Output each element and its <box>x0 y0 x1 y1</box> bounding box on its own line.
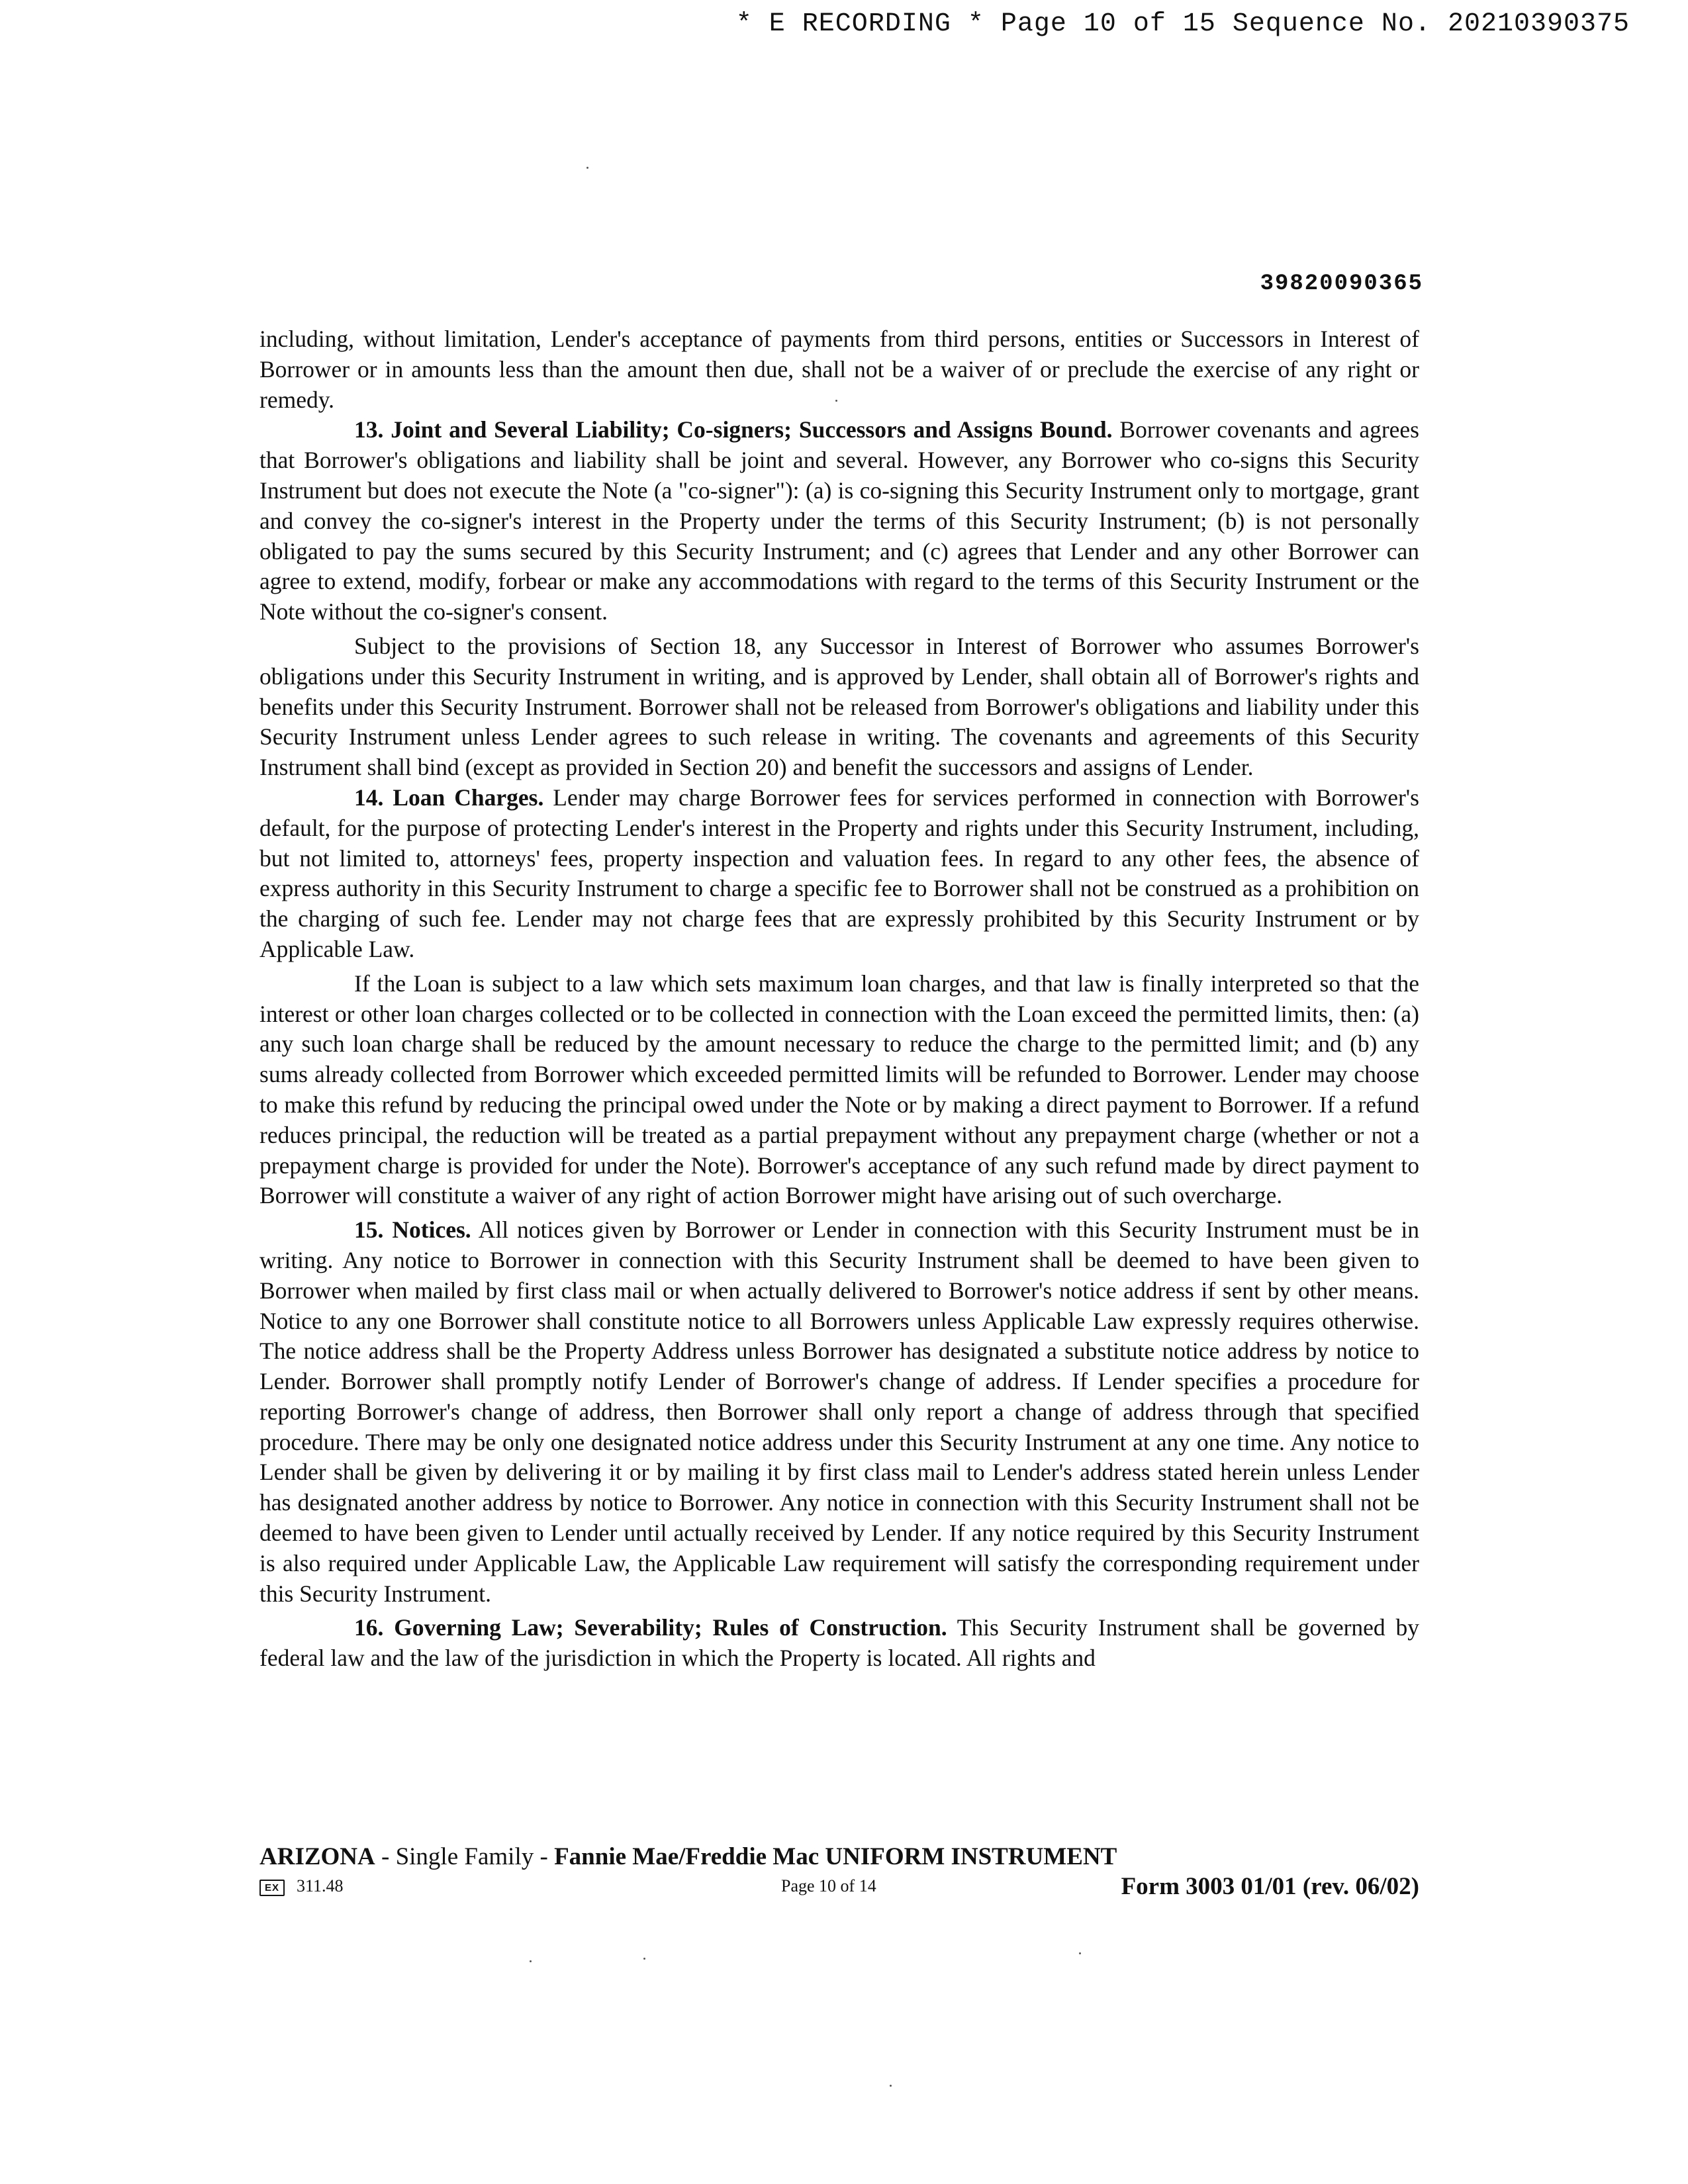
scan-speck <box>586 167 588 169</box>
footer-state: ARIZONA <box>259 1843 375 1870</box>
footer-instrument-title <box>259 1843 1419 1871</box>
form-code-block <box>259 1876 344 1896</box>
paragraph-continuation: including, without limitation, Lender's acceptance of payments from third persons, entities or Successors in Interest of Borrower or in amounts less than the amount then due, shall not be a waiver of or preclude the exercise of any right or remedy. <box>259 326 1419 413</box>
section-14-paragraph-2: If the Loan is subject to a law which sets maximum loan charges, and that law is finally interpreted so that the interest or other loan charges collected or to be collected in connection with the Loan exceed the permitted limits, then: (a) any such loan charge shall be reduced by the amount necessary to reduce the charge to the permitted limit; and (b) any sums already collected from Borrower which exceeded permitted limits will be refunded to Borrower. Lender may choose to make this refund by reducing the principal owed under the Note or by making a direct payment to Borrower. If a refund reduces principal, the reduction will be treated as a partial prepayment without any prepayment charge (whether or not a prepayment charge is provided for under the Note). Borrower's acceptance of any such refund made by direct payment to Borrower will constitute a waiver of any right of action Borrower might have arising out of such overcharge. <box>259 970 1419 1209</box>
section-15 <box>259 1215 1419 1609</box>
section-13-paragraph-2: Subject to the provisions of Section 18, any Successor in Interest of Borrower who assumes Borrower's obligations under this Security Instrument in writing, and is approved by Lender, shall obtain all of Borrower's rights and benefits under this Security Instrument. Borrower shall not be released from Borrower's obligations and liability under this Security Instrument unless Lender agrees to such release in writing. The covenants and agreements of this Security Instrument shall bind (except as provided in Section 20) and benefit the successors and assigns of Lender. <box>259 632 1419 781</box>
section-16 <box>259 1613 1419 1674</box>
footer-separator: - <box>534 1843 555 1870</box>
form-number: Form 3003 01/01 (rev. 06/02) <box>1121 1873 1419 1900</box>
ex-icon: EX <box>259 1880 285 1896</box>
scan-speck <box>643 1958 645 1960</box>
page-number: Page 10 of 14 <box>781 1876 876 1895</box>
scan-speck <box>890 2085 892 2087</box>
footer-instrument: Fannie Mae/Freddie Mac UNIFORM INSTRUMENT <box>554 1843 1117 1870</box>
section-15-heading: 15. Notices. <box>354 1216 471 1244</box>
recording-header: * E RECORDING * Page 10 of 15 Sequence No. 20210390375 <box>735 9 1630 39</box>
document-body <box>259 324 1419 1674</box>
section-14-heading: 14. Loan Charges. <box>354 784 544 811</box>
scan-speck <box>530 1960 532 1962</box>
section-16-heading: 16. Governing Law; Severability; Rules of Construction. <box>354 1614 947 1641</box>
scan-speck <box>1079 1952 1081 1954</box>
section-13-heading: 13. Joint and Several Liability; Co-signers; Successors and Assigns Bound. <box>354 416 1113 443</box>
section-16-text: This Security Instrument shall be governed by federal law and the law of the jurisdiction in which the Property is located. All rights and <box>259 1614 1419 1672</box>
form-code: 311.48 <box>297 1876 344 1895</box>
footer-family: Single Family <box>395 1843 534 1870</box>
footer-separator: - <box>375 1843 396 1870</box>
document-number: 39820090365 <box>1260 271 1423 296</box>
scan-speck <box>835 400 837 402</box>
section-13-text: Borrower covenants and agrees that Borrower's obligations and liability shall be joint and several. However, any Borrower who co-signs this Security Instrument but does not execute the Note (a "co-signer"): (a) is co-signing this Security Instrument only to mortgage, grant and convey the co-signer's interest in the Property under the terms of this Security Instrument; (b) is not personally obligated to pay the sums secured by this Security Instrument; and (c) agrees that Lender and any other Borrower can agree to extend, modify, forbear or make any accommodations with regard to the terms of this Security Instrument or the Note without the co-signer's consent. <box>259 416 1419 625</box>
section-14-text: Lender may charge Borrower fees for services performed in connection with Borrower's default, for the purpose of protecting Lender's interest in the Property and rights under this Security Instrument, including, but not limited to, attorneys' fees, property inspection and valuation fees. In regard to any other fees, the absence of express authority in this Security Instrument to charge a specific fee to Borrower shall not be construed as a prohibition on the charging of such fee. Lender may not charge fees that are expressly prohibited by this Security Instrument or by Applicable Law. <box>259 784 1419 962</box>
section-13 <box>259 415 1419 627</box>
section-14 <box>259 783 1419 965</box>
document-footer <box>259 1843 1419 1904</box>
footer-meta <box>259 1872 1419 1904</box>
section-15-text: All notices given by Borrower or Lender in connection with this Security Instrument must be in writing. Any notice to Borrower in connection with this Security Instrument shall be deemed to have been given to Borrower when mailed by first class mail or when actually delivered to Borrower's notice address if sent by other means. Notice to any one Borrower shall constitute notice to all Borrowers unless Applicable Law expressly requires otherwise. The notice address shall be the Property Address unless Borrower has designated a substitute notice address by notice to Lender. Borrower shall promptly notify Lender of Borrower's change of address. If Lender specifies a procedure for reporting Borrower's change of address, then Borrower shall only report a change of address through that specified procedure. There may be only one designated notice address under this Security Instrument at any one time. Any notice to Lender shall be given by delivering it or by mailing it by first class mail to Lender's address stated herein unless Lender has designated another address by notice to Borrower. Any notice in connection with this Security Instrument shall not be deemed to have been given to Lender until actually received by Lender. If any notice required by this Security Instrument is also required under Applicable Law, the Applicable Law requirement will satisfy the corresponding requirement under this Security Instrument. <box>259 1216 1420 1607</box>
